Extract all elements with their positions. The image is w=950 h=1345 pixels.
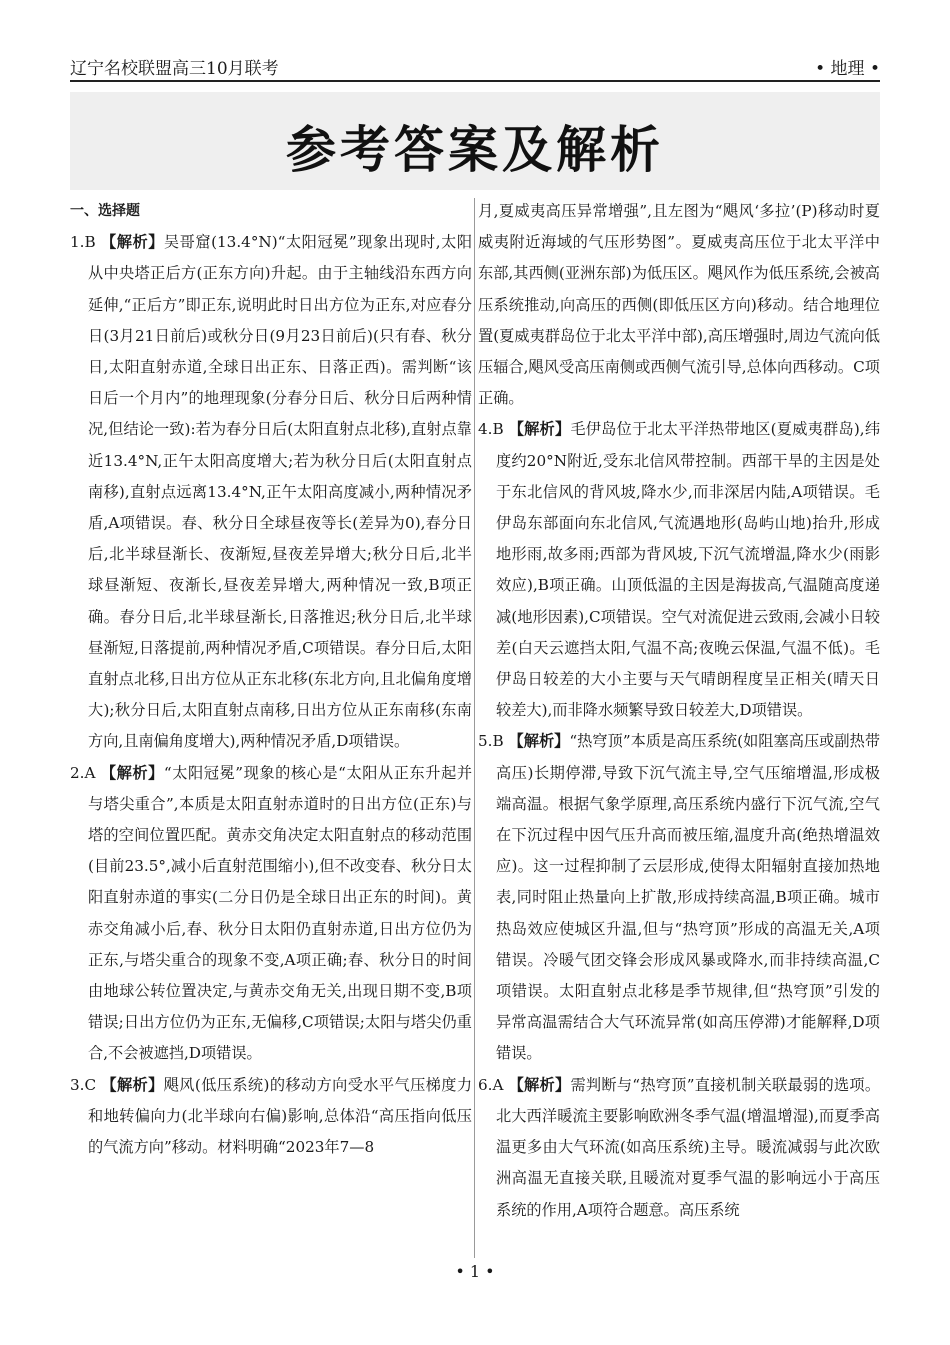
title-banner bbox=[70, 92, 880, 190]
analysis-tag: 【解析】 bbox=[100, 763, 164, 782]
answer-item-3 bbox=[70, 1070, 472, 1164]
answer-item-4 bbox=[478, 414, 880, 726]
page-number: • 1 • bbox=[455, 1262, 495, 1281]
answer-item-6 bbox=[478, 1070, 880, 1226]
answer-number: 2.A bbox=[70, 763, 96, 782]
answer-item-2 bbox=[70, 758, 472, 1070]
left-column bbox=[70, 196, 472, 1163]
analysis-tag: 【解析】 bbox=[101, 233, 164, 252]
analysis-tag: 【解析】 bbox=[508, 1075, 571, 1094]
answer-number: 6.A bbox=[478, 1075, 504, 1094]
answer-text: 吴哥窟(13.4°N)“太阳冠冕”现象出现时,太阳从中央塔正后方(正东方向)升起。由于主轴线沿东西方向延伸,“正后方”即正东,说明此时日出方位为正东,对应春分日(3月21日前后)或秋分日(9月23日前后)(只有春、秋分日,太阳直射赤道,全球日出正东、日落正西)。需判断“该日后一个月内”的地理现象(分春分日后、秋分日后两种情况,但结论一致):若为春分日后(太阳直射点北移),直射点靠近13.4°N,正午太阳高度增大;若为秋分日后(太阳直射点南移),直射点远离13.4°N,正午太阳高度减小,两种情况矛盾,A项错误。春、秋分日全球昼夜等长(差异为0),春分日后,北半球昼渐长、夜渐短,昼夜差异增大;秋分日后,北半球昼渐短、夜渐长,昼夜差异增大,两种情况一致,B项正确。春分日后,北半球昼渐长,日落推迟;秋分日后,北半球昼渐短,日落提前,两种情况矛盾,C项错误。春分日后,太阳直射点北移,日出方位从正东北移(东北方向,且北偏角度增大);秋分日后,太阳直射点南移,日出方位从正东南移(东南方向,且南偏角度增大),两种情况矛盾,D项错误。 bbox=[88, 233, 473, 751]
answer-number: 4.B bbox=[478, 420, 504, 439]
page-title: 参考答案及解析 bbox=[286, 121, 664, 179]
answer-item-3-continued: 月,夏威夷高压异常增强”,且左图为“飓风‘多拉’(P)移动时夏威夷附近海域的气压形势图”。夏威夷高压位于北太平洋中东部,其西侧(亚洲东部)为低压区。飓风作为低压系统,会被高压系统推动,向高压的西侧(即低压区方向)移动。结合地理位置(夏威夷群岛位于北太平洋中部),高压增强时,周边气流向低压辐合,飓风受高压南侧或西侧气流引导,总体向西移动。C项正确。 bbox=[478, 202, 880, 408]
analysis-tag: 【解析】 bbox=[101, 1075, 164, 1094]
answer-item-5 bbox=[478, 726, 880, 1069]
analysis-tag: 【解析】 bbox=[508, 732, 570, 751]
column-divider bbox=[474, 198, 475, 1258]
exam-name: 辽宁名校联盟高三10月联考 bbox=[70, 59, 279, 79]
analysis-tag: 【解析】 bbox=[508, 420, 571, 439]
answer-text: “热穹顶”本质是高压系统(如阻塞高压或副热带高压)长期停滞,导致下沉气流主导,空气压缩增温,形成极端高温。根据气象学原理,高压系统内盛行下沉气流,空气在下沉过程中因气压升高而被压缩,温度升高(绝热增温效应)。这一过程抑制了云层形成,使得太阳辐射直接加热地表,同时阻止热量向上扩散,形成持续高温,B项正确。城市热岛效应使城区升温,但与“热穹顶”形成的高温无关,A项错误。冷暖气团交锋会形成风暴或降水,而非持续高温,C项错误。太阳直射点北移是季节规律,但“热穹顶”引发的异常高温需结合大气环流异常(如高压停滞)才能解释,D项错误。 bbox=[496, 732, 881, 1063]
subject-label: • 地理 • bbox=[815, 59, 880, 79]
answer-number: 1.B bbox=[70, 233, 96, 252]
answer-number: 5.B bbox=[478, 732, 504, 751]
answer-text: 毛伊岛位于北太平洋热带地区(夏威夷群岛),纬度约20°N附近,受东北信风带控制。西部干旱的主因是处于东北信风的背风坡,降水少,而非深居内陆,A项错误。毛伊岛东部面向东北信风,气流遇地形(岛屿山地)抬升,形成地形雨,故多雨;西部为背风坡,下沉气流增温,降水少(雨影效应),B项正确。山顶低温的主因是海拔高,气温随高度递减(地形因素),C项错误。空气对流促进云致雨,会减小日较差(白天云遮挡太阳,气温不高;夜晚云保温,气温不低)。毛伊岛日较差的大小主要与天气晴朗程度呈正相关(晴天日较差大),而非降水频繁导致日较差大,D项错误。 bbox=[496, 420, 881, 720]
answer-item-1 bbox=[70, 227, 472, 757]
answer-text: 需判断与“热穹顶”直接机制关联最弱的选项。北大西洋暖流主要影响欧洲冬季气温(增温增湿),而夏季高温更多由大气环流(如高压系统)主导。暖流减弱与此次欧洲高温无直接关联,且暖流对夏季气温的影响远小于高压系统的作用,A项符合题意。高压系统 bbox=[496, 1075, 881, 1219]
answer-number: 3.C bbox=[70, 1075, 97, 1094]
answer-text: “太阳冠冕”现象的核心是“太阳从正东升起并与塔尖重合”,本质是太阳直射赤道时的日出方位(正东)与塔的空间位置匹配。黄赤交角决定太阳直射点的移动范围(目前23.5°,减小后直射范围缩小),但不改变春、秋分日太阳直射赤道的事实(二分日仍是全球日出正东的时间)。黄赤交角减小后,春、秋分日太阳仍直射赤道,日出方位仍为正东,与塔尖重合的现象不变,A项正确;春、秋分日的时间由地球公转位置决定,与黄赤交角无关,出现日期不变,B项错误;日出方位仍为正东,无偏移,C项错误;太阳与塔尖仍重合,不会被遮挡,D项错误。 bbox=[88, 763, 473, 1063]
section-title: 一、选择题 bbox=[70, 203, 140, 219]
answer-text: 飓风(低压系统)的移动方向受水平气压梯度力和地转偏向力(北半球向右偏)影响,总体沿“高压指向低压的气流方向”移动。材料明确“2023年7—8 bbox=[88, 1075, 473, 1157]
right-column bbox=[478, 196, 880, 1226]
page-header bbox=[70, 52, 880, 82]
